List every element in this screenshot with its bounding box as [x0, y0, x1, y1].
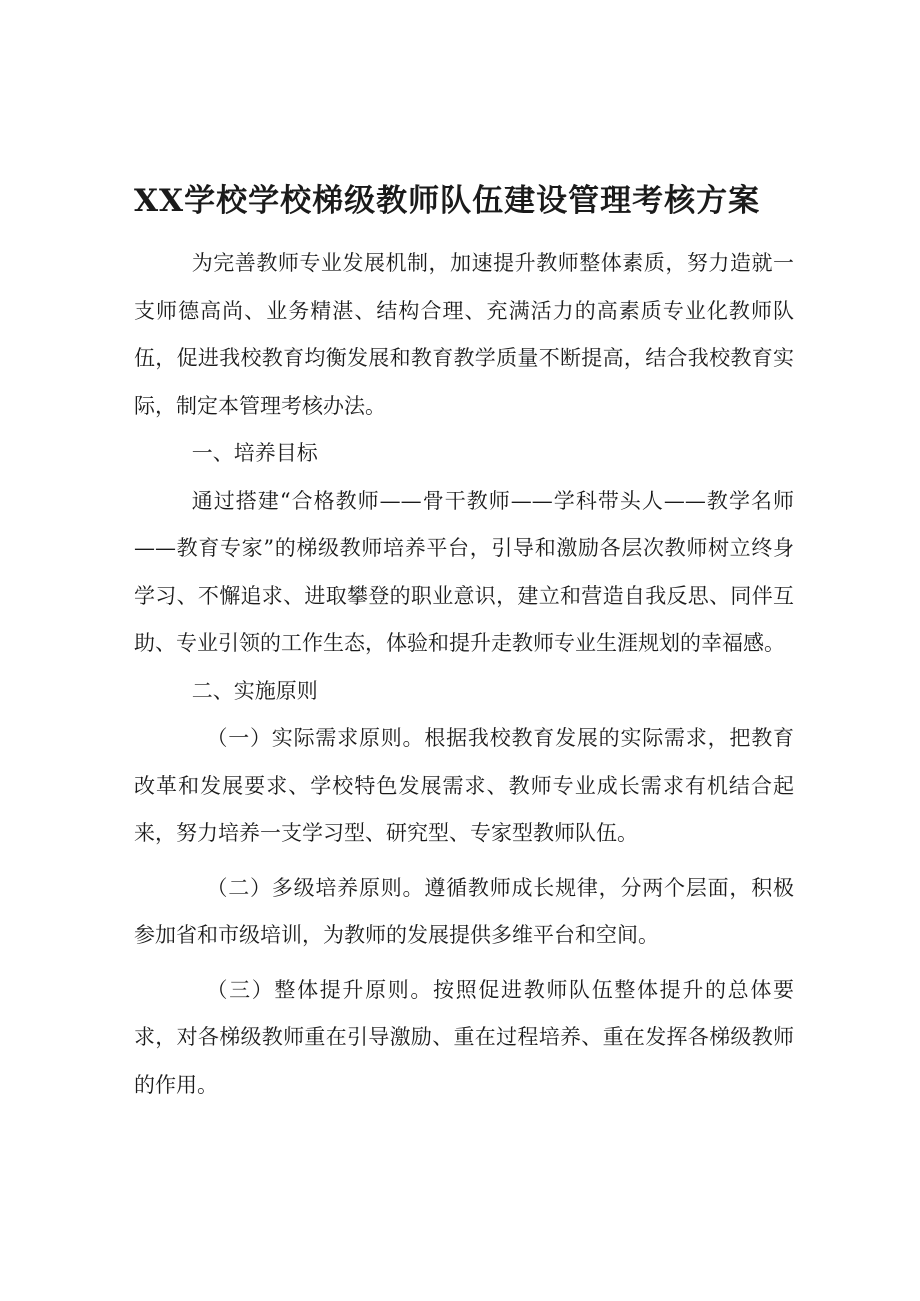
principle-paragraph-1: （一）实际需求原则。根据我校教育发展的实际需求，把教育改革和发展要求、学校特色发展需求、教师专业成长需求有机结合起来，努力培养一支学习型、研究型、专家型教师队伍。 [134, 726, 794, 845]
goals-paragraph: 通过搭建“合格教师——骨干教师——学科带头人——教学名师——教育专家”的梯级教师培养平台，引导和激励各层次教师树立终身学习、不懈追求、进取攀登的职业意识，建立和营造自我反思、同伴互助、专业引领的工作生态，体验和提升走教师专业生涯规划的幸福感。 [134, 488, 794, 655]
principle-paragraph-2: （二）多级培养原则。遵循教师成长规律，分两个层面，积极参加省和市级培训，为教师的发展提供多维平台和空间。 [134, 875, 794, 947]
section-heading-principles: 二、实施原则 [191, 678, 318, 703]
paragraph-gap [134, 858, 794, 865]
principle-paragraph-3: （三）整体提升原则。按照促进教师队伍整体提升的总体要求，对各梯级教师重在引导激励、重在过程培养、重在发挥各梯级教师的作用。 [134, 977, 794, 1097]
section-heading-goals: 一、培养目标 [191, 441, 318, 465]
document-title: XX学校学校梯级教师队伍建设管理考核方案 [134, 183, 761, 219]
document-body [134, 240, 794, 1109]
intro-paragraph: 为完善教师专业发展机制，加速提升教师整体素质，努力造就一支师德高尚、业务精湛、结构合理、充满活力的高素质专业化教师队伍，促进我校教育均衡发展和教育教学质量不断提高，结合我校教育实际，制定本管理考核办法。 [134, 251, 794, 418]
paragraph-gap [134, 960, 794, 967]
